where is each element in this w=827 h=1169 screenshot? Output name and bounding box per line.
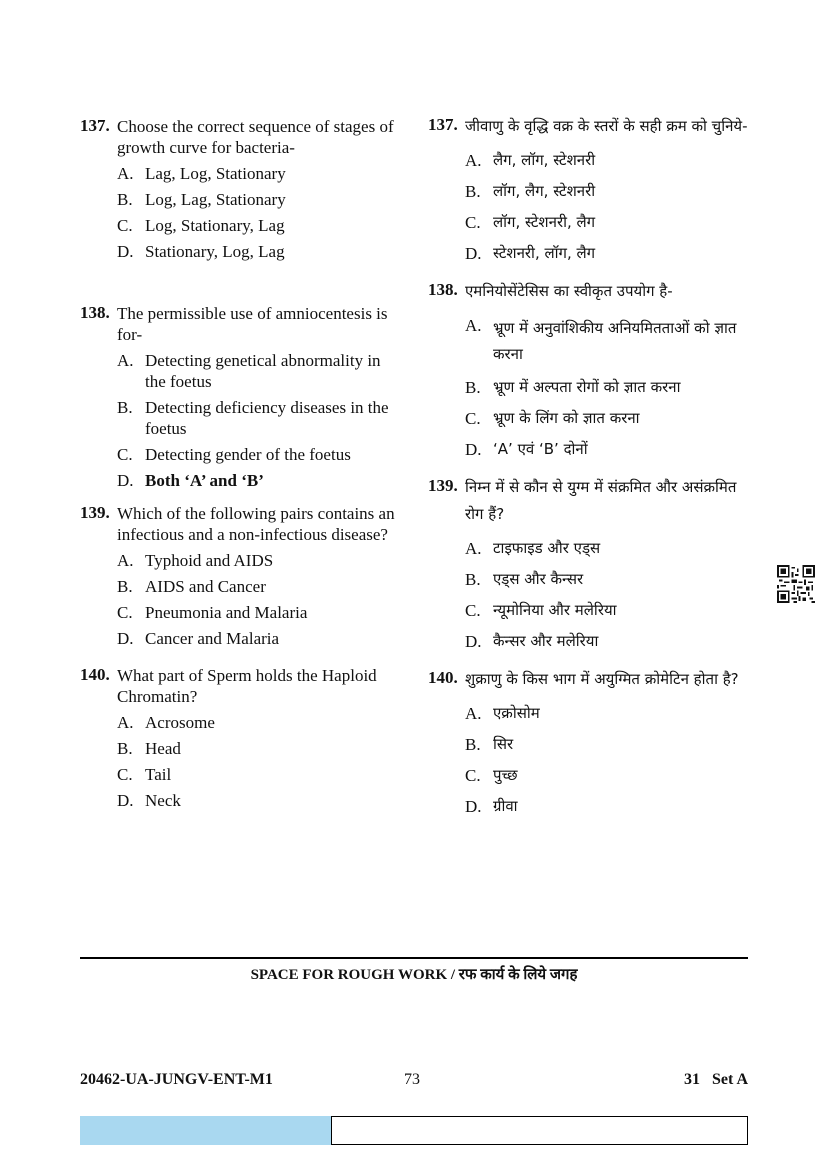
option-label: C. xyxy=(117,765,133,784)
option-label: C. xyxy=(465,601,481,620)
option-text: Log, Stationary, Lag xyxy=(145,216,285,235)
option-a xyxy=(117,712,400,733)
booklet-code: 20462-UA-JUNGV-ENT-M1 xyxy=(80,1071,273,1088)
rough-work-label: SPACE FOR ROUGH WORK / रफ कार्य के लिये जगह xyxy=(250,967,578,983)
option-text: भ्रूण के लिंग को ज्ञात करना xyxy=(493,409,640,427)
option-d xyxy=(117,241,400,262)
option-label: C. xyxy=(117,216,133,235)
option-a xyxy=(465,315,748,367)
option-label: A. xyxy=(117,713,134,732)
question-number: 140. xyxy=(80,665,110,684)
option-a xyxy=(465,538,748,559)
option-d xyxy=(117,470,400,491)
question-139-en xyxy=(80,503,400,649)
option-text: न्यूमोनिया और मलेरिया xyxy=(493,601,617,619)
option-text: Both ‘A’ and ‘B’ xyxy=(145,471,264,490)
question-138-en xyxy=(80,303,400,491)
option-d xyxy=(465,631,748,652)
option-b xyxy=(117,738,400,759)
option-label: C. xyxy=(117,603,133,622)
option-label: B. xyxy=(117,190,133,209)
hindi-column xyxy=(428,116,748,817)
option-text: स्टेशनरी, लॉग, लैग xyxy=(493,244,596,262)
option-label: B. xyxy=(465,735,481,754)
option-d xyxy=(117,628,400,649)
option-text: Log, Lag, Stationary xyxy=(145,190,286,209)
option-label: D. xyxy=(465,797,482,816)
option-label: D. xyxy=(117,471,134,490)
option-c xyxy=(465,600,748,621)
question-text: जीवाणु के वृद्धि वक्र के स्तरों के सही क्रम को चुनिये- xyxy=(465,117,748,135)
option-text: Neck xyxy=(145,791,181,810)
option-label: A. xyxy=(117,164,134,183)
option-label: B. xyxy=(465,182,481,201)
question-number: 138. xyxy=(80,303,110,322)
footer-color-bar xyxy=(80,1116,331,1145)
option-c xyxy=(465,408,748,429)
question-text: Choose the correct sequence of stages of growth curve for bacteria- xyxy=(117,117,394,157)
page-footer xyxy=(80,1071,748,1091)
option-text: पुच्छ xyxy=(493,766,518,784)
option-a xyxy=(117,163,400,184)
question-140-en xyxy=(80,665,400,811)
option-label: A. xyxy=(117,351,134,370)
option-b xyxy=(465,377,748,398)
option-text: Lag, Log, Stationary xyxy=(145,164,286,183)
option-text: Acrosome xyxy=(145,713,215,732)
option-text: Stationary, Log, Lag xyxy=(145,242,285,261)
option-text: Tail xyxy=(145,765,172,784)
option-text: Typhoid and AIDS xyxy=(145,551,274,570)
option-label: B. xyxy=(117,398,133,417)
option-label: D. xyxy=(117,791,134,810)
option-text: कैन्सर और मलेरिया xyxy=(493,632,599,650)
option-text: भ्रूण में अल्पता रोगों को ज्ञात करना xyxy=(493,378,681,396)
question-137-en xyxy=(80,116,400,262)
footer-empty-box xyxy=(331,1116,748,1145)
question-137-hi xyxy=(428,113,748,264)
question-text: एमनियोसेंटेसिस का स्वीकृत उपयोग है- xyxy=(465,282,673,300)
option-label: C. xyxy=(117,445,133,464)
option-text: Cancer and Malaria xyxy=(145,629,280,648)
option-label: D. xyxy=(117,629,134,648)
option-text: AIDS and Cancer xyxy=(145,577,266,596)
option-text: Detecting gender of the foetus xyxy=(145,445,351,464)
question-number: 140. xyxy=(428,668,458,687)
option-text: एक्रोसोम xyxy=(493,704,540,722)
question-number: 137. xyxy=(80,116,110,135)
question-number: 139. xyxy=(80,503,110,522)
option-text: Pneumonia and Malaria xyxy=(145,603,308,622)
option-b xyxy=(117,576,400,597)
question-text: निम्न में से कौन से युग्म में संक्रमित और असंक्रमित रोग हैं? xyxy=(465,478,737,523)
option-label: D. xyxy=(465,440,482,459)
option-b xyxy=(465,734,748,755)
option-text: लैग, लॉग, स्टेशनरी xyxy=(493,151,596,169)
option-c xyxy=(117,215,400,236)
option-text: ‘A’ एवं ‘B’ दोनों xyxy=(493,440,588,458)
question-number: 138. xyxy=(428,280,458,299)
option-label: A. xyxy=(465,151,482,170)
option-label: B. xyxy=(465,378,481,397)
option-label: A. xyxy=(465,316,482,335)
option-text: Detecting deficiency diseases in the foetus xyxy=(145,398,389,438)
option-b xyxy=(465,181,748,202)
option-text: ग्रीवा xyxy=(493,797,518,815)
option-label: C. xyxy=(465,766,481,785)
option-a xyxy=(117,550,400,571)
option-text: सिर xyxy=(493,735,514,753)
option-b xyxy=(117,189,400,210)
question-text: The permissible use of amniocentesis is for- xyxy=(117,304,388,344)
option-text: लॉग, स्टेशनरी, लैग xyxy=(493,213,596,231)
option-label: C. xyxy=(465,213,481,232)
option-text: Head xyxy=(145,739,181,758)
option-label: A. xyxy=(117,551,134,570)
option-label: A. xyxy=(465,539,482,558)
option-label: D. xyxy=(465,244,482,263)
option-label: B. xyxy=(117,739,133,758)
option-c xyxy=(465,212,748,233)
option-d xyxy=(117,790,400,811)
option-a xyxy=(465,703,748,724)
option-c xyxy=(465,765,748,786)
option-text: भ्रूण में अनुवांशिकीय अनियमितताओं को ज्ञात करना xyxy=(493,319,737,363)
question-138-hi xyxy=(428,278,748,460)
option-d xyxy=(465,243,748,264)
question-number: 137. xyxy=(428,115,458,134)
option-d xyxy=(465,439,748,460)
page-number: 73 xyxy=(404,1071,420,1088)
english-column xyxy=(80,116,400,811)
option-text: Detecting genetical abnormality in the foetus xyxy=(145,351,381,391)
question-139-hi xyxy=(428,474,748,652)
option-label: D. xyxy=(465,632,482,651)
option-c xyxy=(117,764,400,785)
option-b xyxy=(465,569,748,590)
question-text: Which of the following pairs contains an infectious and a non-infectious disease? xyxy=(117,504,395,544)
option-label: A. xyxy=(465,704,482,723)
question-140-hi xyxy=(428,666,748,817)
option-label: B. xyxy=(465,570,481,589)
option-a xyxy=(117,350,400,392)
set-label: 31 Set A xyxy=(684,1071,748,1088)
option-a xyxy=(465,150,748,171)
option-label: B. xyxy=(117,577,133,596)
option-text: एड्स और कैन्सर xyxy=(493,570,584,588)
option-label: C. xyxy=(465,409,481,428)
rough-work-divider xyxy=(80,957,748,959)
question-number: 139. xyxy=(428,476,458,495)
option-label: D. xyxy=(117,242,134,261)
option-c xyxy=(117,444,400,465)
option-d xyxy=(465,796,748,817)
option-text: लॉग, लैग, स्टेशनरी xyxy=(493,182,596,200)
question-text: What part of Sperm holds the Haploid Chromatin? xyxy=(117,666,377,706)
option-text: टाइफाइड और एड्स xyxy=(493,539,601,557)
option-b xyxy=(117,397,400,439)
question-text: शुक्राणु के किस भाग में अयुग्मित क्रोमेटिन होता है? xyxy=(465,670,739,688)
qr-code-icon xyxy=(777,565,815,603)
option-c xyxy=(117,602,400,623)
